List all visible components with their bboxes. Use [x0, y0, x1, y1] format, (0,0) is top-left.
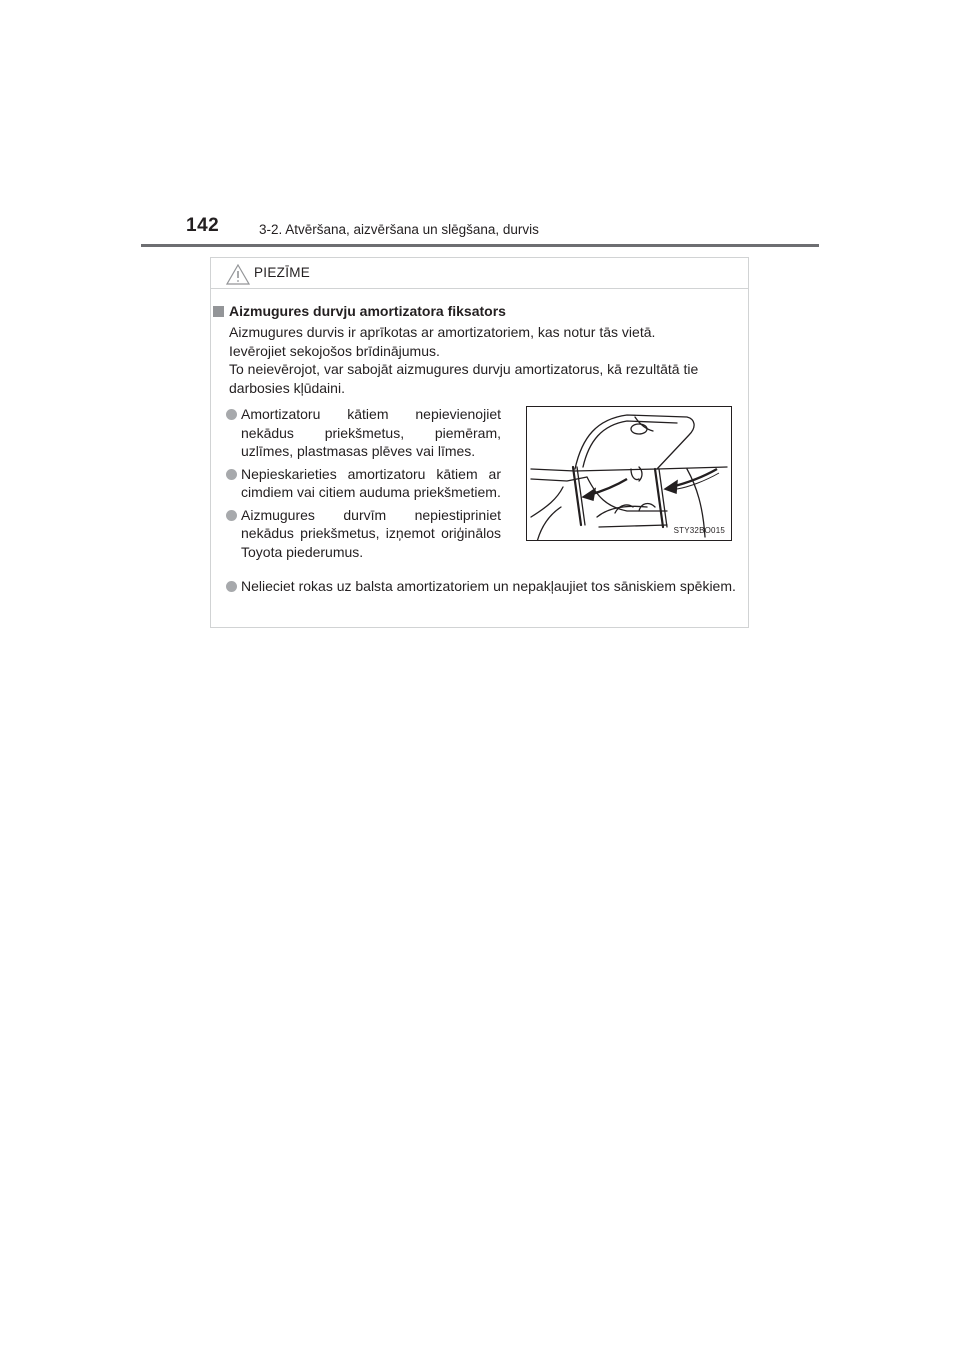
- bullet-dot-icon: [226, 510, 237, 521]
- list-item-text: Nepieskarieties amortizatoru kātiem ar cimdiem vai citiem auduma priekšmetiem.: [241, 465, 501, 500]
- section-title: 3-2. Atvēršana, aizvēršana un slēgšana, durvis: [259, 222, 539, 237]
- notice-box: [210, 257, 749, 628]
- list-item-text: Nelieciet rokas uz balsta amortizatoriem un nepakļaujiet tos sāniskiem spēkiem.: [241, 578, 736, 594]
- notice-subheading: [213, 303, 506, 319]
- list-item-text: Amortizatoru kātiem nepievienojiet nekādus priekšmetus, piemēram, uzlīmes, plastmasas plēves vai līmes.: [241, 406, 501, 459]
- notice-header: [211, 258, 748, 289]
- notice-label: PIEZĪME: [254, 265, 311, 280]
- figure-code: STY32BO015: [673, 526, 725, 535]
- list-item-text: Aizmugures durvīm nepiestipriniet nekādus priekšmetus, izņemot oriģinālos Toyota piederumus.: [241, 506, 501, 560]
- bullet-list: [225, 405, 501, 565]
- tailgate-drawing: [527, 407, 732, 541]
- list-item: [225, 506, 501, 562]
- square-bullet-icon: [213, 306, 224, 317]
- intro-line: darbosies kļūdaini.: [229, 379, 345, 396]
- bullet-dot-icon: [226, 469, 237, 480]
- list-item: [225, 405, 501, 461]
- notice-subheading-text: Aizmugures durvju amortizatora fiksators: [229, 303, 506, 319]
- header-divider: [141, 244, 819, 247]
- bullet-dot-icon: [226, 409, 237, 420]
- list-item: [225, 465, 501, 502]
- intro-line: Aizmugures durvis ir aprīkotas ar amortizatoriem, kas notur tās vietā.: [229, 324, 656, 340]
- bullet-dot-icon: [226, 581, 237, 592]
- tailgate-damper-illustration: [526, 406, 732, 541]
- notice-intro: [229, 323, 741, 397]
- warning-triangle-icon: [226, 264, 250, 285]
- intro-line: To neievērojot, var sabojāt aizmugures durvju amortizatorus, kā rezultātā tie: [229, 361, 699, 377]
- page-number: 142: [186, 215, 220, 236]
- list-item: [225, 577, 760, 596]
- intro-line: Ievērojiet sekojošos brīdinājumus.: [229, 342, 440, 359]
